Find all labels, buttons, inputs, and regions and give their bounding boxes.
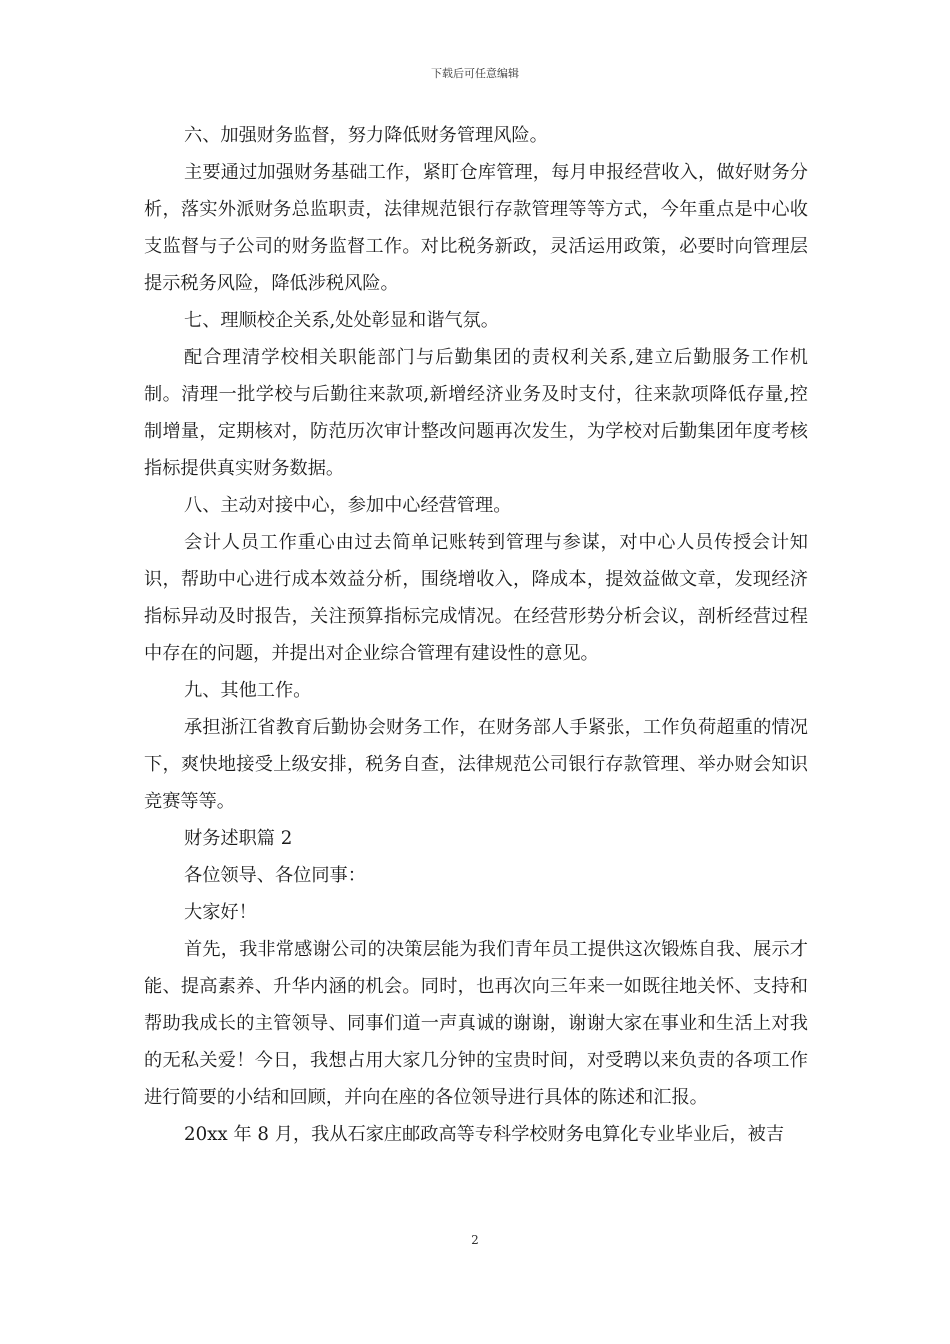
body-paragraph: 会计人员工作重心由过去简单记账转到管理与参谋，对中心人员传授会计知识，帮助中心进行成本效益分析，围绕增收入，降成本，提效益做文章，发现经济指标异动及时报告，关注预算指标完成情况。在经营形势分析会议，剖析经营过程中存在的问题，并提出对企业综合管理有建设性的意见。 — [144, 532, 808, 664]
greeting: 大家好！ — [184, 902, 257, 923]
body-paragraph: 首先，我非常感谢公司的决策层能为我们青年员工提供这次锻炼自我、展示才能、提高素养、升华内涵的机会。同时，也再次向三年来一如既往地关怀、支持和帮助我成长的主管领导、同事们道一声真诚的谢谢，谢谢大家在事业和生活上对我的无私关爱！今日，我想占用大家几分钟的宝贵时间，对受聘以来负责的各项工作进行简要的小结和回顾，并向在座的各位领导进行具体的陈述和汇报。 — [144, 939, 808, 1108]
body-paragraph: 主要通过加强财务基础工作，紧盯仓库管理，每月申报经营收入，做好财务分析，落实外派财务总监职责，法律规范银行存款管理等等方式，今年重点是中心收支监督与子公司的财务监督工作。对比税务新政，灵活运用政策，必要时向管理层提示税务风险，降低涉税风险。 — [144, 162, 808, 294]
page-number: 2 — [471, 1233, 479, 1247]
section-heading-8: 八、主动对接中心，参加中心经营管理。 — [184, 495, 512, 516]
document-body — [144, 117, 808, 1153]
body-paragraph: 20xx 年 8 月，我从石家庄邮政高等专科学校财务电算化专业毕业后，被吉 — [184, 1124, 785, 1145]
body-paragraph: 承担浙江省教育后勤协会财务工作，在财务部人手紧张，工作负荷超重的情况下，爽快地接受上级安排，税务自查，法律规范公司银行存款管理、举办财会知识竞赛等等。 — [144, 717, 808, 812]
section-heading-6: 六、加强财务监督，努力降低财务管理风险。 — [184, 125, 548, 146]
page-header: 下载后可任意编辑 — [431, 67, 519, 80]
body-paragraph: 配合理清学校相关职能部门与后勤集团的责权利关系,建立后勤服务工作机制。清理一批学校与后勤往来款项,新增经济业务及时支付，往来款项降低存量,控制增量，定期核对，防范历次审计整改问题再次发生，为学校对后勤集团年度考核指标提供真实财务数据。 — [144, 347, 808, 479]
salutation: 各位领导、各位同事： — [184, 865, 366, 886]
article-title: 财务述职篇 2 — [184, 828, 293, 849]
section-heading-9: 九、其他工作。 — [184, 680, 312, 701]
section-heading-7: 七、理顺校企关系,处处彰显和谐气氛。 — [184, 310, 499, 331]
